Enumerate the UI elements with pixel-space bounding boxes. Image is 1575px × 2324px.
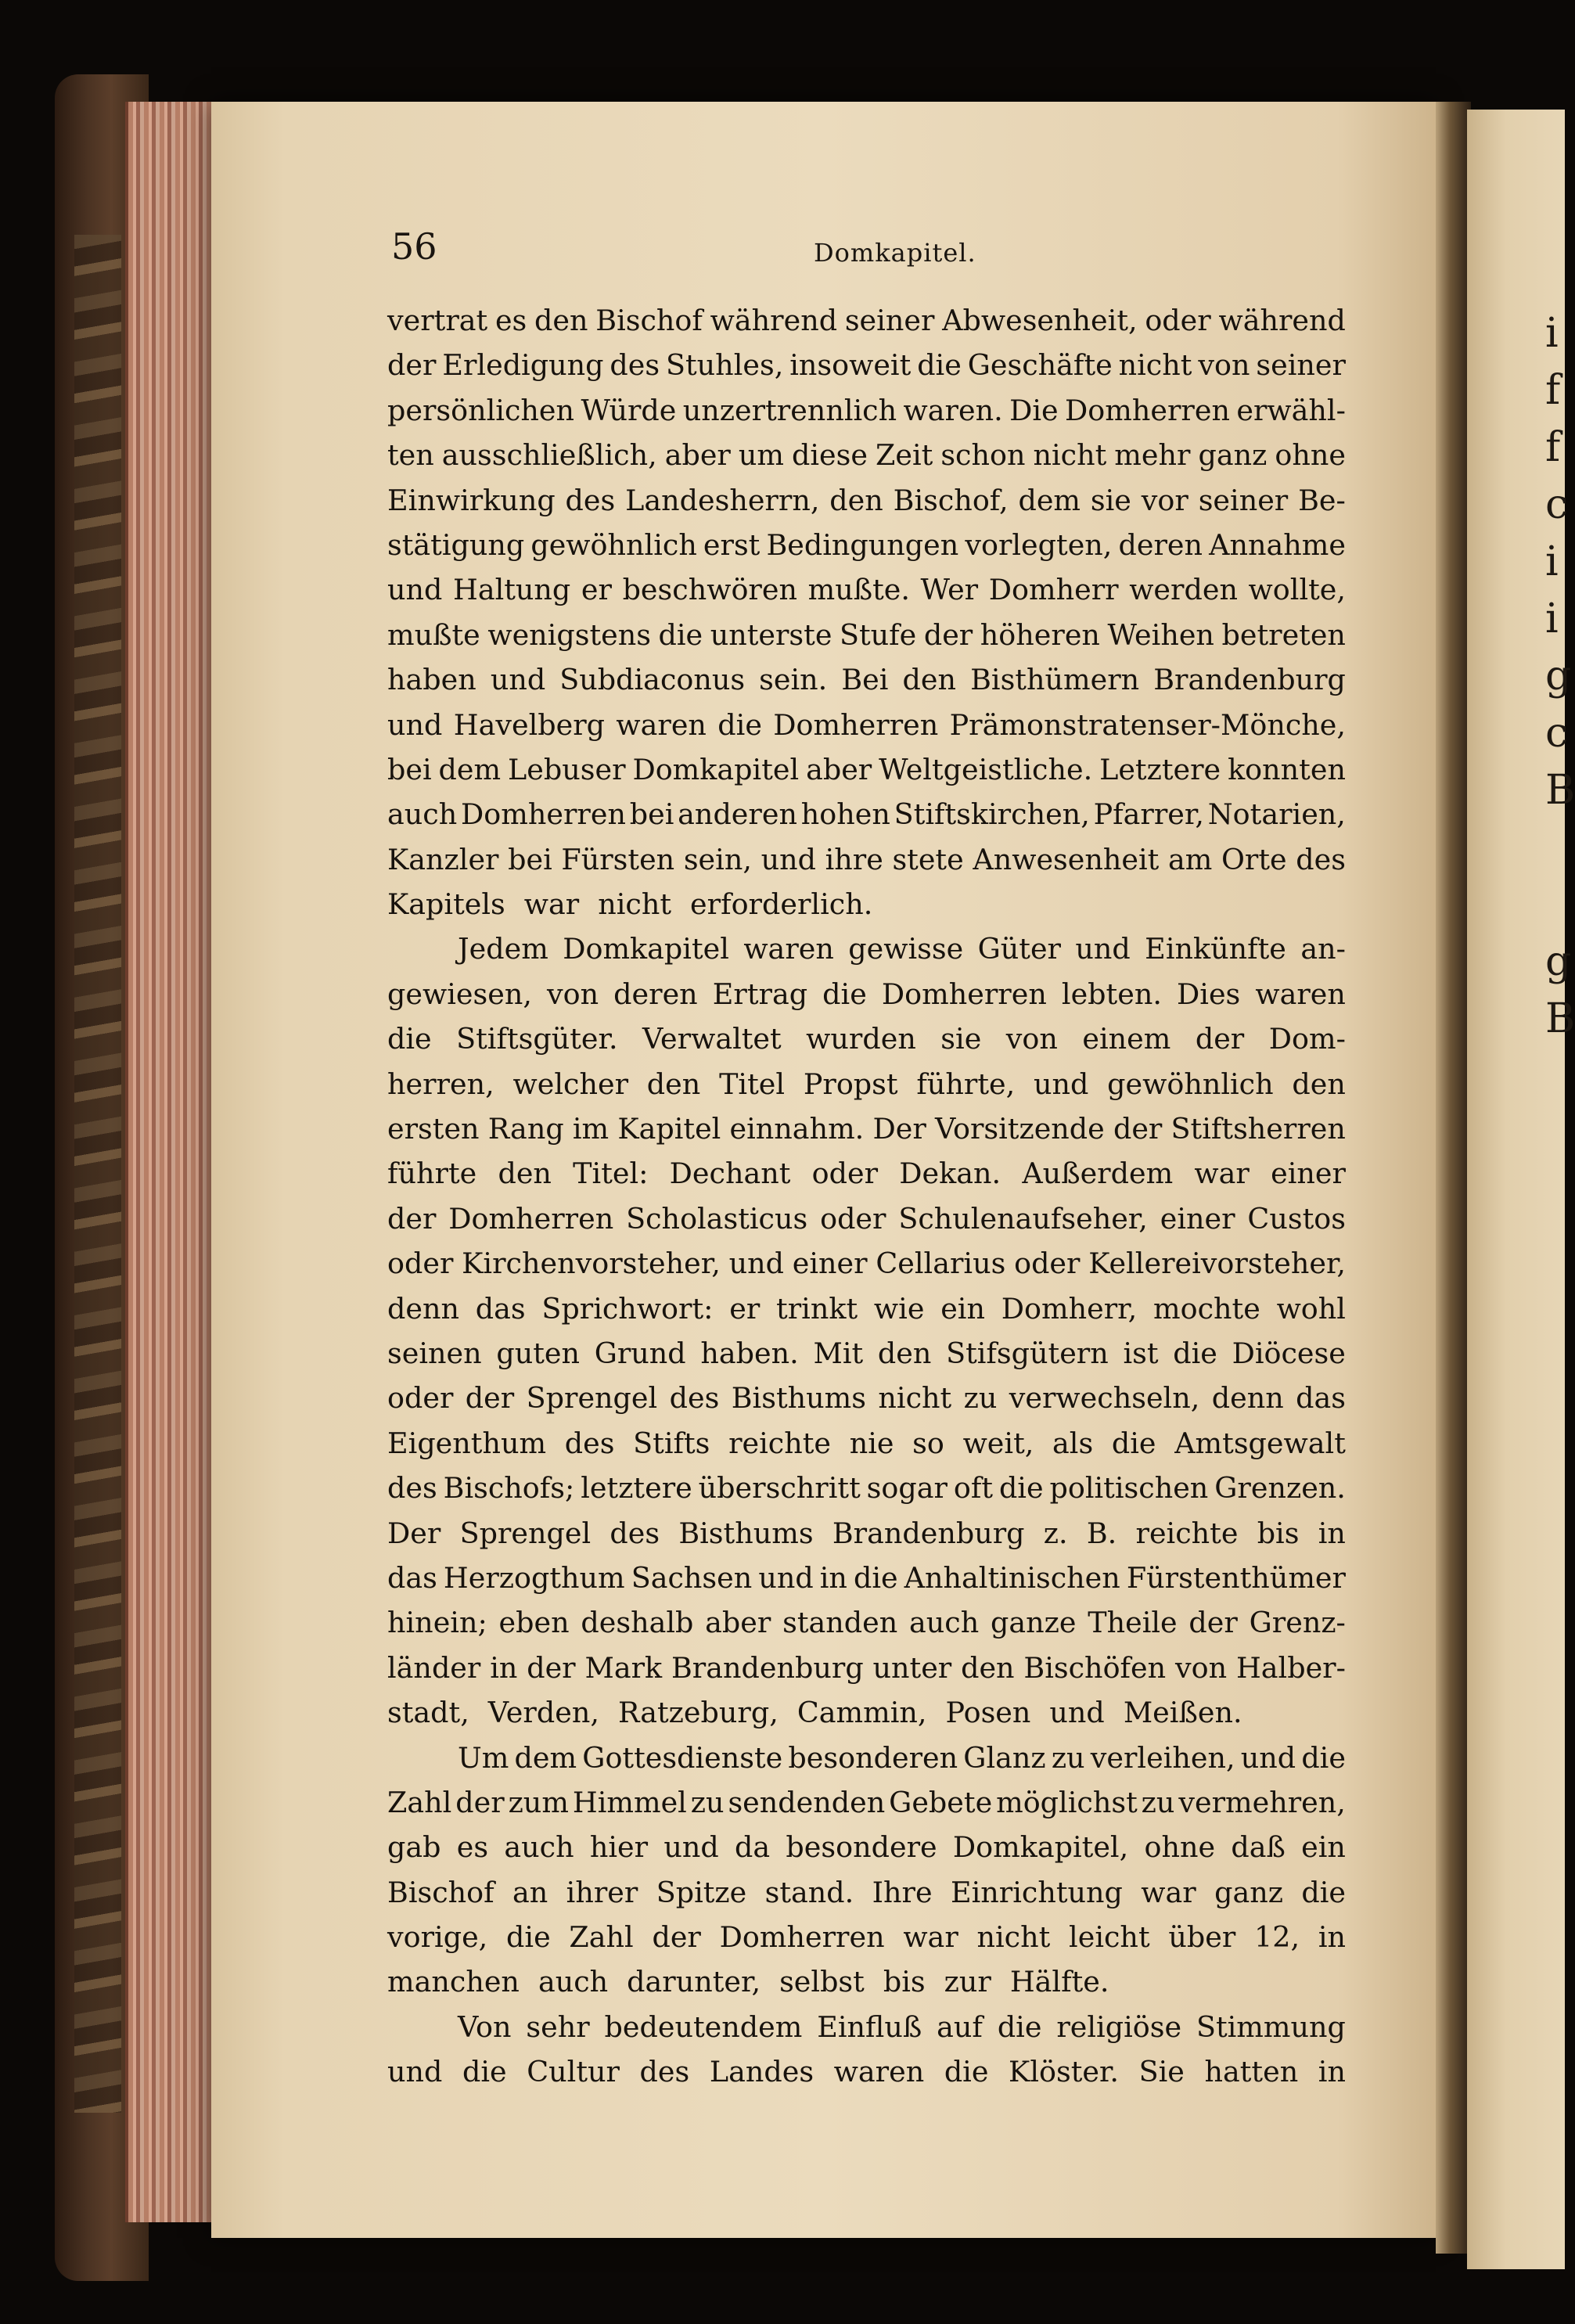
text-line: Zahl der zum Himmel zu sendenden Gebete möglichst zu vermehren, bbox=[387, 1785, 1346, 1819]
text-line: der Domherren Scholasticus oder Schulenaufseher, einer Custos bbox=[387, 1201, 1346, 1236]
text-line: gab es auch hier und da besondere Domkapitel, ohne daß ein bbox=[387, 1830, 1346, 1865]
text-line: ten ausschließlich, aber um diese Zeit schon nicht mehr ganz ohne bbox=[387, 438, 1346, 473]
text-line: Jedem Domkapitel waren gewisse Güter und Einkünfte an- bbox=[458, 932, 1346, 966]
text-line: der Erledigung des Stuhles, insoweit die Geschäfte nicht von seiner bbox=[387, 348, 1346, 383]
text-line: denn das Sprichwort: er trinkt wie ein Domherr, mochte wohl bbox=[387, 1291, 1346, 1326]
page-number: 56 bbox=[391, 225, 437, 268]
text-line: vorige, die Zahl der Domherren war nicht leicht über 12, in bbox=[387, 1920, 1346, 1955]
text-line: auch Domherren bei anderen hohen Stiftskirchen, Pfarrer, Notarien, bbox=[387, 797, 1346, 832]
facing-page-fragment: i f f c i i g c B g B bbox=[1545, 310, 1575, 1042]
text-line: und Havelberg waren die Domherren Prämonstratenser-Mönche, bbox=[387, 707, 1346, 742]
text-line: persönlichen Würde unzertrennlich waren. Die Domherren erwähl- bbox=[387, 393, 1346, 427]
text-line: Kanzler bei Fürsten sein, und ihre stete Anwesenheit am Orte des bbox=[387, 842, 1346, 876]
text-line: des Bischofs; letztere überschritt sogar oft die politischen Grenzen. bbox=[387, 1471, 1346, 1506]
text-line: Kapitels war nicht erforderlich. bbox=[387, 887, 873, 922]
text-line: mußte wenigstens die unterste Stufe der höheren Weihen betreten bbox=[387, 617, 1346, 652]
paragraph bbox=[387, 1741, 1346, 2010]
text-line: oder der Sprengel des Bisthums nicht zu verwechseln, denn das bbox=[387, 1381, 1346, 1416]
text-line: gewiesen, von deren Ertrag die Domherren lebten. Dies waren bbox=[387, 977, 1346, 1011]
text-line: und Haltung er beschwören mußte. Wer Domherr werden wollte, bbox=[387, 573, 1346, 607]
text-line: manchen auch darunter, selbst bis zur Hälfte. bbox=[387, 1965, 1109, 1999]
text-line: herren, welcher den Titel Propst führte, und gewöhnlich den bbox=[387, 1067, 1346, 1101]
text-line: stadt, Verden, Ratzeburg, Cammin, Posen und Meißen. bbox=[387, 1696, 1242, 1730]
text-line: seinen guten Grund haben. Mit den Stifsgütern ist die Diöcese bbox=[387, 1336, 1346, 1370]
body-text bbox=[387, 304, 1346, 2100]
book-gutter bbox=[1436, 102, 1471, 2254]
text-line: führte den Titel: Dechant oder Dekan. Außerdem war einer bbox=[387, 1157, 1346, 1191]
text-line: Um dem Gottesdienste besonderen Glanz zu verleihen, und die bbox=[458, 1740, 1346, 1775]
text-line: hinein; eben deshalb aber standen auch ganze Theile der Grenz- bbox=[387, 1606, 1346, 1640]
text-line: Der Sprengel des Bisthums Brandenburg z. B. reichte bis in bbox=[387, 1516, 1346, 1550]
paragraph bbox=[387, 304, 1346, 932]
text-line: ersten Rang im Kapitel einnahm. Der Vorsitzende der Stiftsherren bbox=[387, 1112, 1346, 1146]
text-line: stätigung gewöhnlich erst Bedingungen vorlegten, deren Annahme bbox=[387, 527, 1346, 562]
text-line: die Stiftsgüter. Verwaltet wurden sie von einem der Dom- bbox=[387, 1022, 1346, 1056]
text-line: länder in der Mark Brandenburg unter den Bischöfen von Halber- bbox=[387, 1650, 1346, 1685]
text-line: Einwirkung des Landesherrn, den Bischof, dem sie vor seiner Be- bbox=[387, 483, 1346, 517]
marbled-cover-edge bbox=[74, 235, 121, 2113]
running-title: Domkapitel. bbox=[814, 238, 976, 268]
text-line: Von sehr bedeutendem Einfluß auf die religiöse Stimmung bbox=[458, 2009, 1346, 2044]
text-line: das Herzogthum Sachsen und in die Anhaltinischen Fürstenthümer bbox=[387, 1560, 1346, 1595]
text-line: Eigenthum des Stifts reichte nie so weit, als die Amtsgewalt bbox=[387, 1426, 1346, 1460]
text-line: und die Cultur des Landes waren die Klöster. Sie hatten in bbox=[387, 2055, 1346, 2089]
paragraph bbox=[387, 2010, 1346, 2100]
page-header bbox=[391, 225, 1432, 272]
page-edges bbox=[125, 102, 222, 2222]
paragraph bbox=[387, 932, 1346, 1740]
text-line: vertrat es den Bischof während seiner Abwesenheit, oder während bbox=[387, 304, 1346, 337]
text-line: haben und Subdiaconus sein. Bei den Bisthümern Brandenburg bbox=[387, 663, 1346, 697]
text-line: oder Kirchenvorsteher, und einer Cellarius oder Kellereivorsteher, bbox=[387, 1247, 1346, 1281]
text-line: bei dem Lebuser Domkapitel aber Weltgeistliche. Letztere konnten bbox=[387, 752, 1346, 786]
text-line: Bischof an ihrer Spitze stand. Ihre Einrichtung war ganz die bbox=[387, 1875, 1346, 1909]
